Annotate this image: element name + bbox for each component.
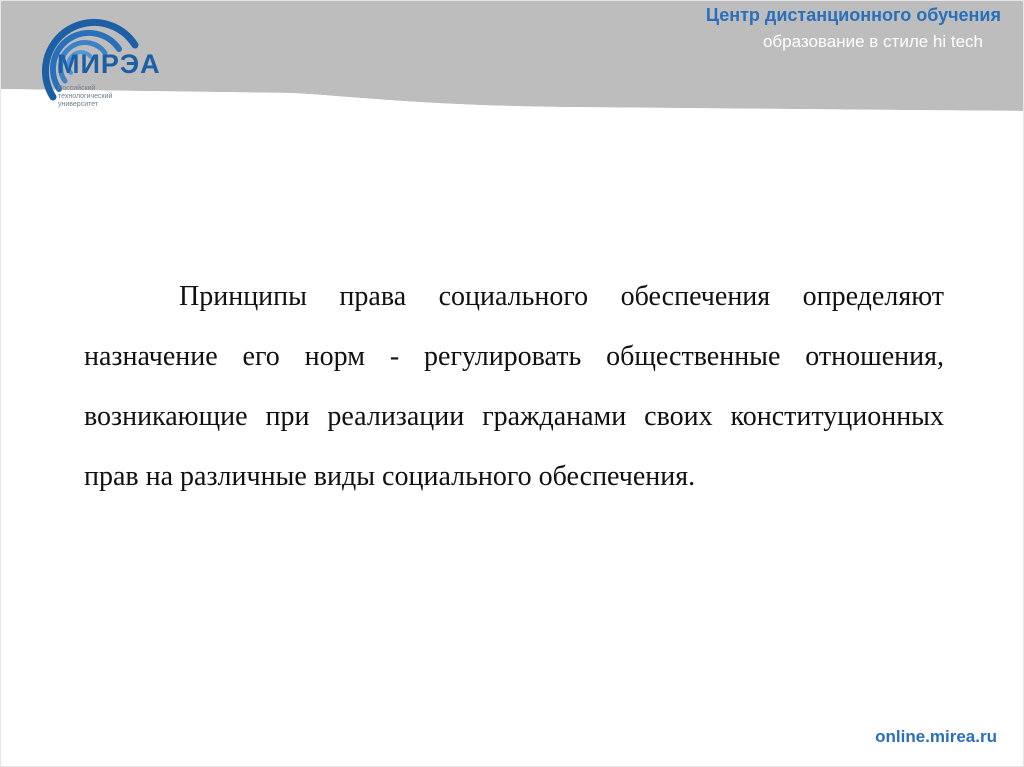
mirea-logo	[7, 5, 177, 117]
logo-subtitle-line: технологический	[58, 93, 113, 100]
center-title: Центр дистанционного обучения	[705, 5, 1001, 25]
logo-subtitle	[58, 85, 148, 109]
footer-url[interactable]: online.mirea.ru	[875, 727, 997, 746]
logo-subtitle-line: Российский	[58, 85, 96, 92]
logo-subtitle-line: университет	[58, 101, 99, 108]
center-tagline: образование в стиле hi tech	[762, 32, 983, 51]
main-paragraph: Принципы права социального обеспечения определяют назначение его норм - регулировать общественные отношения, возникающие при реализации гражданами своих конституционных прав на различные виды социального обеспечения.	[84, 281, 944, 492]
logo-wordmark: МИРЭА	[57, 49, 161, 79]
